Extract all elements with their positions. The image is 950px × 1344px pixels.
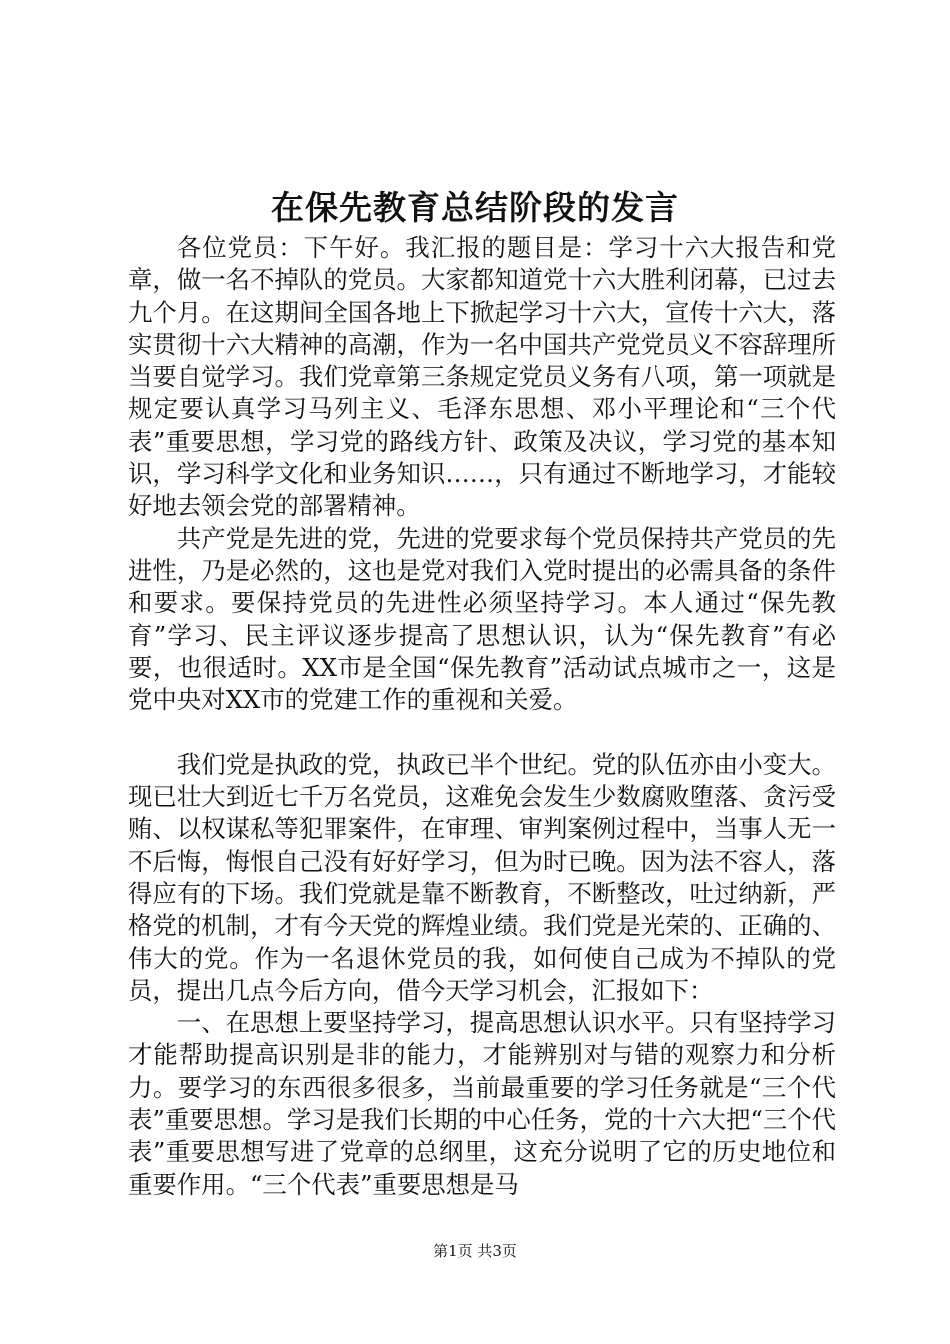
document-title: 在保先教育总结阶段的发言 xyxy=(271,188,679,227)
paragraph-point-one: 一、在思想上要坚持学习，提高思想认识水平。只有坚持学习才能帮助提高识别是非的能力，才能辨别对与错的观察力和分析力。要学习的东西很多很多，当前最重要的学习任务就是“三个代表”重要思想。学习是我们长期的中心任务，党的十六大把“三个代表”重要思想写进了党章的总纲里，这充分说明了它的历史地位和重要作用。“三个代表”重要思想是马 xyxy=(128,1008,836,1199)
page-number-footer: 第1页 共3页 xyxy=(433,1242,517,1260)
paragraph-greeting: 各位党员：下午好。我汇报的题目是：学习十六大报告和党章，做一名不掉队的党员。大家都知道党十六大胜利闭幕，已过去九个月。在这期间全国各地上下掀起学习十六大，宣传十六大，落实贯彻十六大精神的高潮，作为一名中国共产党党员义不容辞理所当要自觉学习。我们党章第三条规定党员义务有八项，第一项就是规定要认真学习马列主义、毛泽东思想、邓小平理论和“三个代表”重要思想，学习党的路线方针、政策及决议，学习党的基本知识，学习科学文化和业务知识……，只有通过不断地学习，才能较好地去领会党的部署精神。 xyxy=(128,233,836,521)
document-body xyxy=(128,232,836,1201)
paragraph-advanced-party: 共产党是先进的党，先进的党要求每个党员保持共产党员的先进性，乃是必然的，这也是党对我们入党时提出的必需具备的条件和要求。要保持党员的先进性必须坚持学习。本人通过“保先教育”学习、民主评议逐步提高了思想认识，认为“保先教育”有必要，也很适时。XX市是全国“保先教育”活动试点城市之一，这是党中央对XX市的党建工作的重视和关爱。 xyxy=(128,523,836,715)
paragraph-spacer xyxy=(128,716,836,748)
paragraph-ruling-party: 我们党是执政的党，执政已半个世纪。党的队伍亦由小变大。现已壮大到近七千万名党员，这难免会发生少数腐败堕落、贪污受贿、以权谋私等犯罪案件，在审理、审判案例过程中，当事人无一不后悔，悔恨自己没有好好学习，但为时已晚。因为法不容人，落得应有的下场。我们党就是靠不断教育，不断整改，吐过纳新，严格党的机制，才有今天党的辉煌业绩。我们党是光荣的、正确的、伟大的党。作为一名退休党员的我，如何使自己成为不掉队的党员，提出几点今后方向，借今天学习机会，汇报如下： xyxy=(128,749,836,1005)
